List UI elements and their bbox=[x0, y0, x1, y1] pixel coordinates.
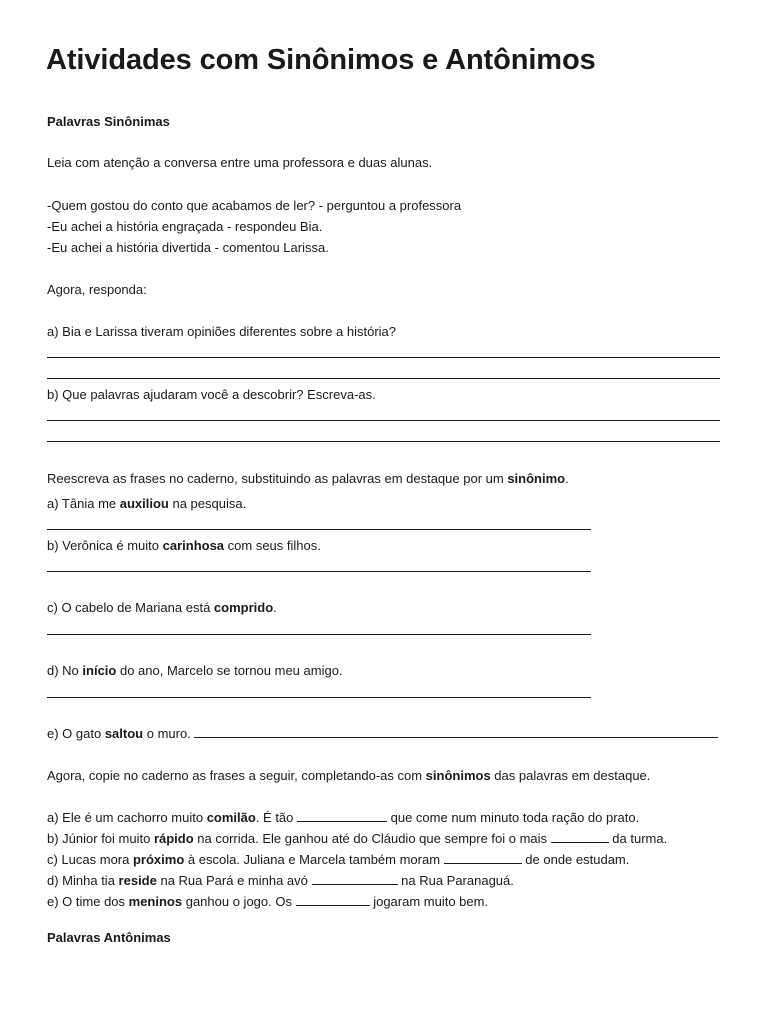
highlighted-word: rápido bbox=[153, 831, 194, 846]
highlighted-word: início bbox=[82, 663, 117, 678]
answer-line[interactable] bbox=[47, 357, 720, 358]
item-text: c) O cabelo de Mariana está bbox=[47, 600, 214, 615]
item-text: a) Tânia me bbox=[47, 496, 120, 511]
item-text: de onde estudam. bbox=[521, 852, 630, 867]
dialogue-line: -Eu achei a história divertida - comentou Larissa. bbox=[47, 240, 329, 255]
rewrite-item-a bbox=[47, 496, 246, 512]
copy-item-d bbox=[47, 873, 514, 889]
answer-line[interactable] bbox=[47, 529, 591, 530]
instruction-text: Reescreva as frases no caderno, substituindo as palavras em destaque por um bbox=[47, 471, 508, 486]
answer-line[interactable] bbox=[47, 571, 591, 572]
copy-item-e bbox=[47, 894, 488, 910]
item-text: na Rua Pará e minha avó bbox=[156, 873, 312, 888]
item-text: e) O time dos bbox=[47, 894, 129, 909]
item-text: b) Verônica é muito bbox=[47, 538, 163, 553]
copy-item-c bbox=[47, 852, 629, 868]
answer-prompt: Agora, responda: bbox=[47, 282, 147, 297]
question-a: a) Bia e Larissa tiveram opiniões diferentes sobre a história? bbox=[47, 324, 397, 339]
highlighted-word: próximo bbox=[132, 852, 185, 867]
item-text: na corrida. Ele ganhou até do Cláudio que sempre foi o mais bbox=[193, 831, 551, 846]
fill-blank[interactable] bbox=[296, 894, 370, 906]
fill-blank[interactable] bbox=[297, 810, 387, 822]
item-text: a) Ele é um cachorro muito bbox=[47, 810, 207, 825]
item-text: ganhou o jogo. Os bbox=[182, 894, 296, 909]
item-text: à escola. Juliana e Marcela também moram bbox=[184, 852, 444, 867]
answer-line[interactable] bbox=[47, 697, 591, 698]
highlighted-word: comprido bbox=[213, 600, 274, 615]
answer-line[interactable] bbox=[47, 634, 591, 635]
highlighted-word: sinônimos bbox=[425, 768, 491, 783]
item-text: c) Lucas mora bbox=[47, 852, 133, 867]
copy-item-a bbox=[47, 810, 639, 826]
answer-line[interactable] bbox=[47, 420, 720, 421]
highlighted-word: saltou bbox=[104, 726, 144, 741]
copy-item-b bbox=[47, 831, 667, 847]
section-heading-synonyms: Palavras Sinônimas bbox=[47, 114, 170, 129]
rewrite-item-b bbox=[47, 538, 321, 554]
rewrite-item-d bbox=[47, 663, 343, 679]
copy-instruction bbox=[47, 768, 650, 784]
intro-text: Leia com atenção a conversa entre uma professora e duas alunas. bbox=[47, 155, 433, 170]
answer-blank[interactable] bbox=[194, 726, 718, 738]
item-text: na pesquisa. bbox=[168, 496, 247, 511]
dialogue-line: -Eu achei a história engraçada - respondeu Bia. bbox=[47, 219, 323, 234]
highlighted-word: carinhosa bbox=[162, 538, 225, 553]
fill-blank[interactable] bbox=[551, 831, 609, 843]
instruction-text: Agora, copie no caderno as frases a seguir, completando-as com bbox=[47, 768, 426, 783]
question-b: b) Que palavras ajudaram você a descobrir? Escreva-as. bbox=[47, 387, 376, 402]
answer-line[interactable] bbox=[47, 378, 720, 379]
item-text: jogaram muito bem. bbox=[369, 894, 489, 909]
item-text: na Rua Paranaguá. bbox=[397, 873, 514, 888]
fill-blank[interactable] bbox=[312, 873, 398, 885]
highlighted-word: comilão bbox=[206, 810, 256, 825]
instruction-text: . bbox=[565, 471, 569, 486]
item-text: da turma. bbox=[608, 831, 668, 846]
item-text: . bbox=[273, 600, 277, 615]
item-text: do ano, Marcelo se tornou meu amigo. bbox=[116, 663, 343, 678]
item-text: com seus filhos. bbox=[224, 538, 321, 553]
item-text: d) No bbox=[47, 663, 83, 678]
section-heading-antonyms: Palavras Antônimas bbox=[47, 930, 171, 945]
rewrite-item-e bbox=[47, 726, 718, 742]
answer-line[interactable] bbox=[47, 441, 720, 442]
rewrite-item-c bbox=[47, 600, 277, 616]
item-text: que come num minuto toda ração do prato. bbox=[387, 810, 640, 825]
page-title: Atividades com Sinônimos e Antônimos bbox=[46, 44, 596, 76]
dialogue-line: -Quem gostou do conto que acabamos de ler? - perguntou a professora bbox=[47, 198, 462, 213]
item-text: e) O gato bbox=[47, 726, 105, 741]
item-text: d) Minha tia bbox=[47, 873, 119, 888]
item-text: b) Júnior foi muito bbox=[47, 831, 154, 846]
highlighted-word: meninos bbox=[128, 894, 183, 909]
rewrite-instruction bbox=[47, 471, 569, 487]
fill-blank[interactable] bbox=[444, 852, 522, 864]
item-text: o muro. bbox=[143, 726, 191, 741]
instruction-text: das palavras em destaque. bbox=[490, 768, 651, 783]
highlighted-word: reside bbox=[118, 873, 157, 888]
item-text: . É tão bbox=[255, 810, 298, 825]
highlighted-word: sinônimo bbox=[507, 471, 566, 486]
highlighted-word: auxiliou bbox=[119, 496, 169, 511]
